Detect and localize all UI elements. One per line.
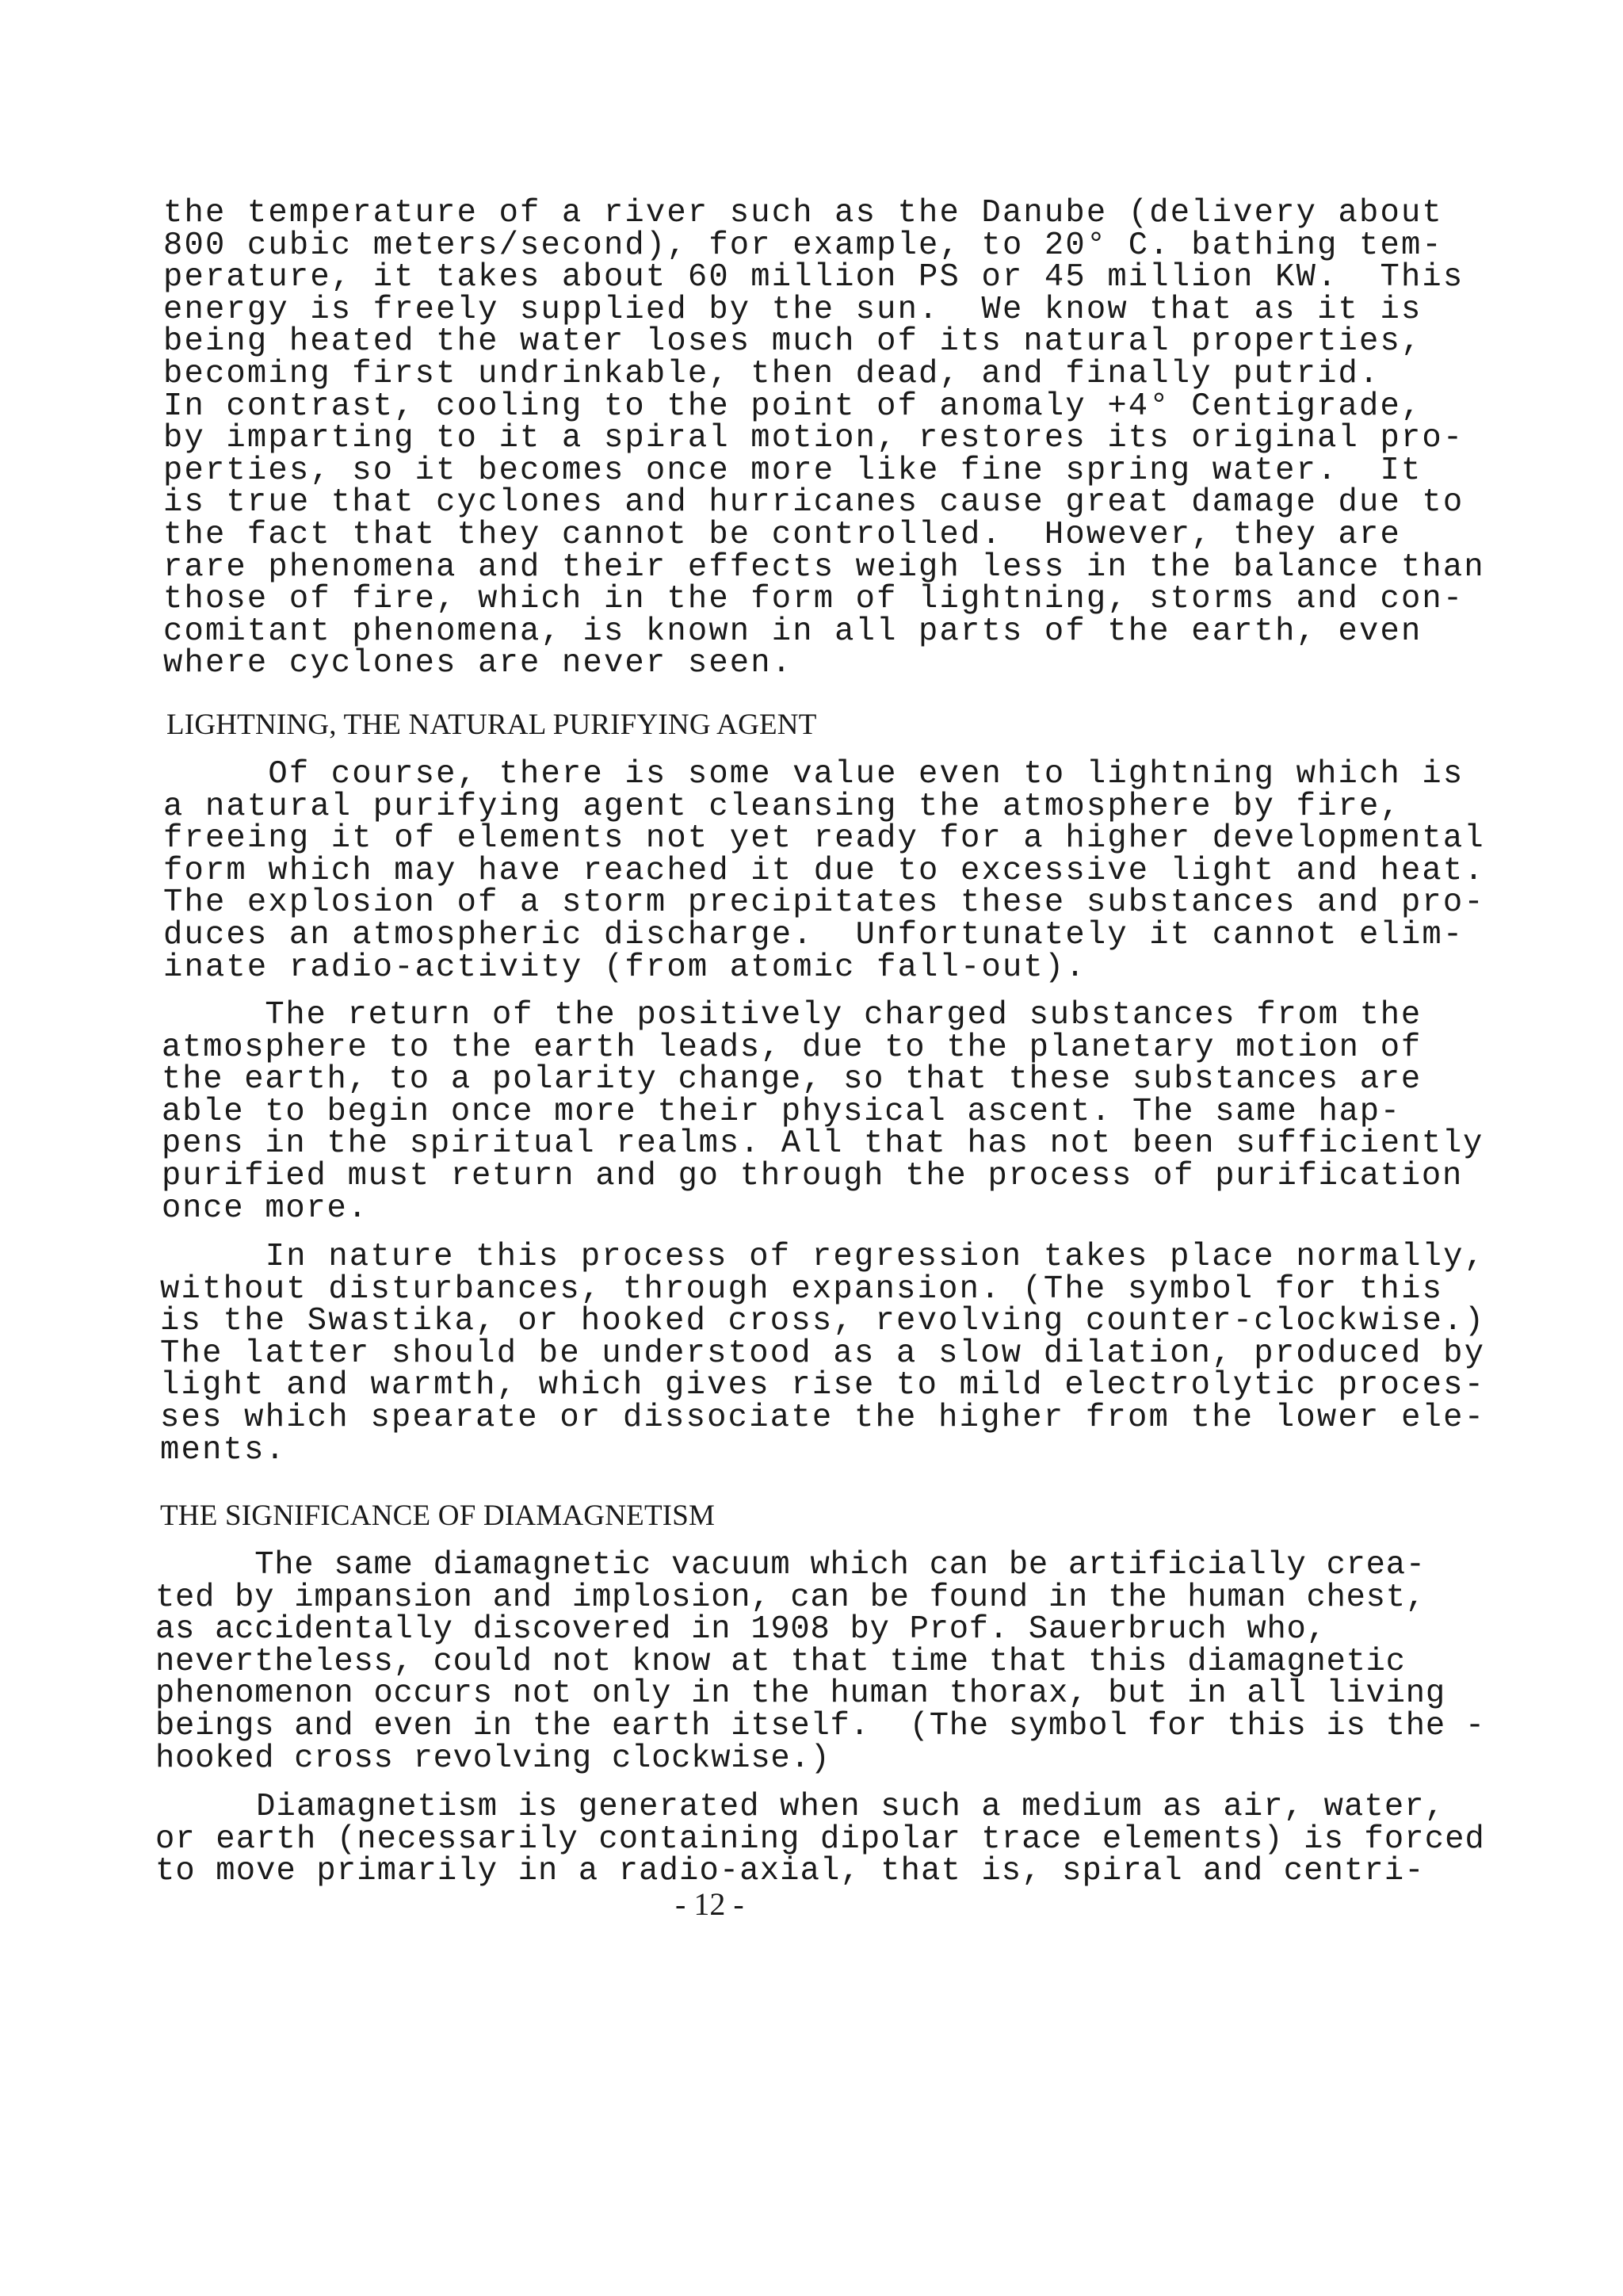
paragraph-diamagnetism-2: Diamagnetism is generated when such a medium as air, water, or earth (necessarily containing dipolar trace elements) is forced to move primarily in a radio-axial, that is, spiral and centri- [155,1789,1485,1890]
paragraph-lightning-3: In nature this process of regression takes place normally, without disturbances, through expansion. (The symbol for this is the Swastika, or hooked cross, revolving counter-clockwise.) The latter should be understood as a slow dilation, produced by light and warmth, which gives rise to mild electrolytic proces- ses which spearate or dissociate the higher from the lower ele- ments. [160,1239,1486,1469]
paragraph-diamagnetism-1: The same diamagnetic vacuum which can be artificially crea- ted by impansion and implosion, can be found in the human chest, as accidentally discovered in 1908 by Prof. Sauerbruch who, nevertheless, could not know at that time that this diamagnetic phenomenon occurs not only in the human thorax, but in all living beings and even in the earth itself. (The symbol for this is the - hooked cross revolving clockwise.) [155,1547,1485,1777]
section-heading-diamagnetism: THE SIGNIFICANCE OF DIAMAGNETISM [160,1499,716,1532]
paragraph-intro: the temperature of a river such as the Danube (delivery about 800 cubic meters/second), for example, to 20° C. bathing tem- perature, it takes about 60 million PS or 45 million KW. This energy is freely supplied by the sun. We know that as it is being heated the water loses much of its natural properties, becoming first undrinkable, then dead, and finally putrid. In contrast, cooling to the point of anomaly +4° Centigrade, by imparting to it a spiral motion, restores its original pro- perties, so it becomes once more like fine spring water. It is true that cyclones and hurricanes cause great damage due to the fact that they cannot be controlled. However, they are rare phenomena and their effects weigh less in the balance than those of fire, which in the form of lightning, storms and con- comitant phenomena, is known in all parts of the earth, even where cyclones are never seen. [163,195,1485,682]
section-heading-lightning: LIGHTNING, THE NATURAL PURIFYING AGENT [166,709,817,741]
paragraph-lightning-1: Of course, there is some value even to lightning which is a natural purifying agent cleansing the atmosphere by fire, freeing it of elements not yet ready for a higher developmental form which may have reached it due to excessive light and heat. The explosion of a storm precipitates these substances and pro- duces an atmospheric discharge. Unfortunately it cannot elim- inate radio-activity (from atomic fall-out). [163,756,1485,986]
paragraph-lightning-2: The return of the positively charged substances from the atmosphere to the earth leads, due to the planetary motion of the earth, to a polarity change, so that these substances are able to begin once more their physical ascent. The same hap- pens in the spiritual realms. All that has not been sufficiently purified must return and go through the process of purification once more. [162,997,1484,1227]
page-number: - 12 - [675,1886,744,1922]
